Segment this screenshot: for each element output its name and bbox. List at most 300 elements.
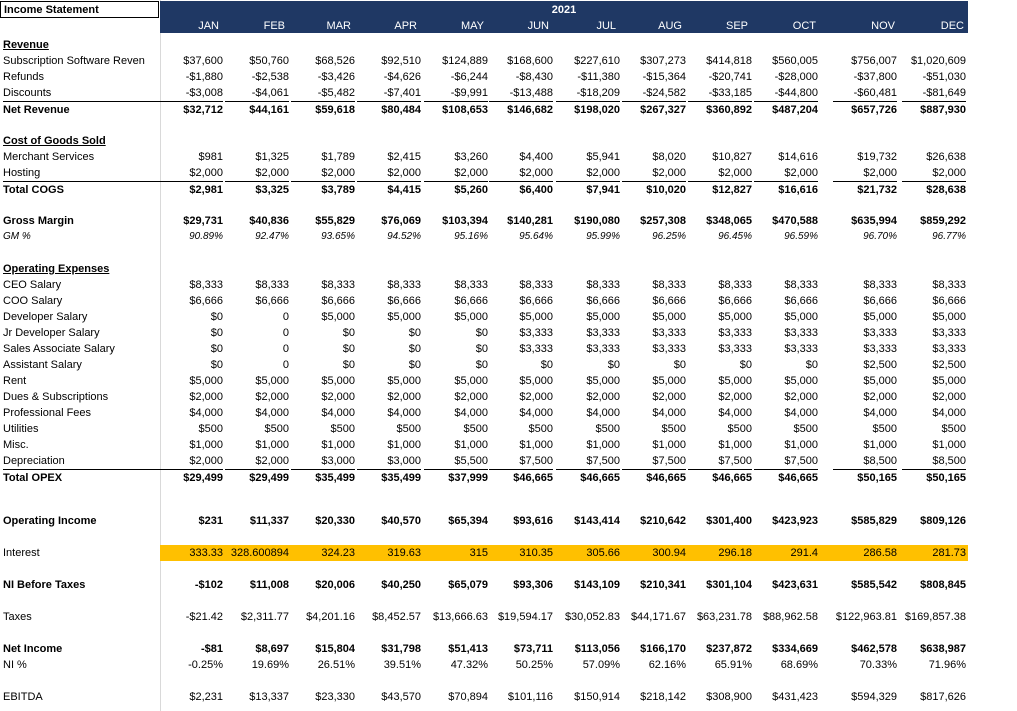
- value-cell[interactable]: $3,333: [652, 327, 686, 339]
- value-cell[interactable]: $8,333: [652, 279, 686, 291]
- value-cell[interactable]: $113,056: [574, 643, 620, 655]
- value-cell[interactable]: $6,666: [519, 295, 553, 307]
- value-cell[interactable]: -$33,185: [708, 87, 752, 99]
- row-label[interactable]: Misc.: [3, 439, 29, 451]
- value-cell[interactable]: $26,638: [926, 151, 966, 163]
- value-cell[interactable]: $4,201.16: [306, 611, 355, 623]
- value-cell[interactable]: $2,000: [652, 167, 686, 179]
- value-cell[interactable]: $103,394: [442, 215, 488, 227]
- value-cell[interactable]: -$18,209: [576, 87, 620, 99]
- value-cell[interactable]: $470,588: [772, 215, 818, 227]
- value-cell[interactable]: $500: [198, 423, 223, 435]
- value-cell[interactable]: $0: [673, 359, 686, 371]
- value-cell[interactable]: $585,542: [851, 579, 897, 591]
- month-header-oct[interactable]: OCT: [792, 20, 816, 32]
- value-cell[interactable]: $808,845: [920, 579, 966, 591]
- value-cell[interactable]: -0.25%: [188, 659, 223, 671]
- value-cell[interactable]: $2,000: [519, 391, 553, 403]
- value-cell[interactable]: $2,000: [784, 391, 818, 403]
- value-cell[interactable]: -$4,626: [383, 71, 421, 83]
- value-cell[interactable]: 286.58: [863, 547, 897, 559]
- month-header-nov[interactable]: NOV: [871, 20, 895, 32]
- value-cell[interactable]: $0: [342, 343, 355, 355]
- value-cell[interactable]: 92.47%: [255, 231, 289, 242]
- value-cell[interactable]: $30,052.83: [564, 611, 620, 623]
- value-cell[interactable]: $46,665: [489, 469, 553, 486]
- row-label[interactable]: Professional Fees: [3, 407, 92, 419]
- value-cell[interactable]: $143,109: [574, 579, 620, 591]
- value-cell[interactable]: 39.51%: [383, 659, 421, 671]
- value-cell[interactable]: 96.70%: [863, 231, 897, 242]
- row-label[interactable]: EBITDA: [3, 691, 43, 703]
- value-cell[interactable]: -$44,800: [774, 87, 818, 99]
- value-cell[interactable]: $8,333: [784, 279, 818, 291]
- value-cell[interactable]: 96.77%: [932, 231, 966, 242]
- row-label[interactable]: Revenue: [3, 39, 49, 51]
- value-cell[interactable]: $5,000: [718, 311, 752, 323]
- value-cell[interactable]: $3,333: [784, 327, 818, 339]
- value-cell[interactable]: $0: [475, 327, 488, 339]
- value-cell[interactable]: $7,500: [652, 455, 686, 467]
- value-cell[interactable]: $0: [342, 359, 355, 371]
- value-cell[interactable]: -$81: [200, 643, 223, 655]
- value-cell[interactable]: $5,000: [519, 375, 553, 387]
- value-cell[interactable]: $2,415: [387, 151, 421, 163]
- value-cell[interactable]: $4,000: [255, 407, 289, 419]
- row-label[interactable]: Sales Associate Salary: [3, 343, 115, 355]
- value-cell[interactable]: $4,000: [189, 407, 223, 419]
- value-cell[interactable]: $1,000: [586, 439, 620, 451]
- row-label[interactable]: Subscription Software Reven: [3, 55, 145, 67]
- value-cell[interactable]: $29,499: [159, 469, 223, 486]
- row-label[interactable]: CEO Salary: [3, 279, 62, 291]
- value-cell[interactable]: 93.65%: [321, 231, 355, 242]
- value-cell[interactable]: $2,311.77: [240, 611, 289, 623]
- value-cell[interactable]: $19,594.17: [497, 611, 553, 623]
- value-cell[interactable]: $198,020: [556, 101, 620, 118]
- value-cell[interactable]: $5,000: [519, 311, 553, 323]
- value-cell[interactable]: $6,400: [489, 181, 553, 198]
- value-cell[interactable]: $5,000: [586, 311, 620, 323]
- value-cell[interactable]: $423,631: [772, 579, 818, 591]
- row-label[interactable]: Hosting: [3, 167, 41, 179]
- value-cell[interactable]: $20,006: [315, 579, 355, 591]
- value-cell[interactable]: $44,171.67: [630, 611, 686, 623]
- value-cell[interactable]: $5,000: [387, 375, 421, 387]
- value-cell[interactable]: $0: [805, 359, 818, 371]
- value-cell[interactable]: $0: [607, 359, 620, 371]
- value-cell[interactable]: $28,638: [902, 181, 966, 198]
- value-cell[interactable]: $8,333: [189, 279, 223, 291]
- value-cell[interactable]: $43,570: [381, 691, 421, 703]
- value-cell[interactable]: $334,669: [772, 643, 818, 655]
- month-header-jan[interactable]: JAN: [198, 20, 219, 32]
- value-cell[interactable]: $6,666: [255, 295, 289, 307]
- row-label[interactable]: Assistant Salary: [3, 359, 82, 371]
- value-cell[interactable]: 71.96%: [928, 659, 966, 671]
- value-cell[interactable]: $8,333: [863, 279, 897, 291]
- value-cell[interactable]: $4,000: [586, 407, 620, 419]
- value-cell[interactable]: $5,500: [454, 455, 488, 467]
- value-cell[interactable]: $237,872: [706, 643, 752, 655]
- value-cell[interactable]: $4,000: [718, 407, 752, 419]
- month-header-apr[interactable]: APR: [394, 20, 417, 32]
- value-cell[interactable]: $8,333: [519, 279, 553, 291]
- value-cell[interactable]: $3,325: [225, 181, 289, 198]
- value-cell[interactable]: $3,333: [652, 343, 686, 355]
- value-cell[interactable]: $2,000: [718, 167, 752, 179]
- value-cell[interactable]: $2,000: [863, 391, 897, 403]
- value-cell[interactable]: 47.32%: [450, 659, 488, 671]
- value-cell[interactable]: $500: [396, 423, 421, 435]
- month-header-jun[interactable]: JUN: [527, 20, 549, 32]
- value-cell[interactable]: 281.73: [932, 547, 966, 559]
- value-cell[interactable]: $0: [210, 343, 223, 355]
- value-cell[interactable]: 300.94: [652, 547, 686, 559]
- value-cell[interactable]: $3,333: [932, 343, 966, 355]
- value-cell[interactable]: $68,526: [315, 55, 355, 67]
- value-cell[interactable]: $73,711: [513, 643, 553, 655]
- value-cell[interactable]: 0: [282, 327, 289, 339]
- value-cell[interactable]: $5,000: [454, 311, 488, 323]
- value-cell[interactable]: $16,616: [754, 181, 818, 198]
- value-cell[interactable]: $40,836: [249, 215, 289, 227]
- value-cell[interactable]: $210,341: [640, 579, 686, 591]
- value-cell[interactable]: $5,000: [652, 311, 686, 323]
- row-label[interactable]: Total COGS: [3, 181, 160, 198]
- value-cell[interactable]: $2,000: [189, 167, 223, 179]
- value-cell[interactable]: $0: [475, 343, 488, 355]
- value-cell[interactable]: $50,760: [249, 55, 289, 67]
- value-cell[interactable]: $168,600: [507, 55, 553, 67]
- value-cell[interactable]: $5,000: [586, 375, 620, 387]
- month-header-aug[interactable]: AUG: [658, 20, 682, 32]
- value-cell[interactable]: $657,726: [833, 101, 897, 118]
- value-cell[interactable]: $3,789: [291, 181, 355, 198]
- value-cell[interactable]: $1,000: [718, 439, 752, 451]
- sheet-title-cell[interactable]: Income Statement: [0, 1, 159, 18]
- month-header-mar[interactable]: MAR: [326, 20, 351, 32]
- value-cell[interactable]: $0: [739, 359, 752, 371]
- value-cell[interactable]: 96.59%: [784, 231, 818, 242]
- month-header-dec[interactable]: DEC: [940, 20, 964, 32]
- value-cell[interactable]: $143,414: [574, 515, 620, 527]
- value-cell[interactable]: $8,500: [932, 455, 966, 467]
- value-cell[interactable]: $5,000: [321, 311, 355, 323]
- value-cell[interactable]: 95.64%: [519, 231, 553, 242]
- value-cell[interactable]: $46,665: [556, 469, 620, 486]
- row-label[interactable]: NI %: [3, 659, 27, 671]
- month-header-jul[interactable]: JUL: [596, 20, 616, 32]
- value-cell[interactable]: -$60,481: [853, 87, 897, 99]
- value-cell[interactable]: -$24,582: [642, 87, 686, 99]
- value-cell[interactable]: 315: [469, 547, 488, 559]
- value-cell[interactable]: $3,333: [586, 343, 620, 355]
- value-cell[interactable]: $3,333: [932, 327, 966, 339]
- value-cell[interactable]: $301,400: [706, 515, 752, 527]
- value-cell[interactable]: 0: [282, 359, 289, 371]
- value-cell[interactable]: $5,000: [863, 311, 897, 323]
- value-cell[interactable]: $4,000: [321, 407, 355, 419]
- value-cell[interactable]: $146,682: [489, 101, 553, 118]
- value-cell[interactable]: $6,666: [652, 295, 686, 307]
- value-cell[interactable]: $500: [661, 423, 686, 435]
- value-cell[interactable]: $1,000: [519, 439, 553, 451]
- value-cell[interactable]: $2,981: [159, 181, 223, 198]
- value-cell[interactable]: -$102: [194, 579, 223, 591]
- value-cell[interactable]: $0: [210, 311, 223, 323]
- value-cell[interactable]: $8,333: [321, 279, 355, 291]
- value-cell[interactable]: $0: [408, 343, 421, 355]
- value-cell[interactable]: $93,616: [513, 515, 553, 527]
- row-label[interactable]: Gross Margin: [3, 215, 74, 227]
- value-cell[interactable]: $2,500: [932, 359, 966, 371]
- value-cell[interactable]: $4,000: [863, 407, 897, 419]
- value-cell[interactable]: $108,653: [424, 101, 488, 118]
- value-cell[interactable]: -$11,380: [577, 71, 620, 83]
- value-cell[interactable]: 310.35: [519, 547, 553, 559]
- value-cell[interactable]: $560,005: [772, 55, 818, 67]
- value-cell[interactable]: $3,333: [519, 343, 553, 355]
- value-cell[interactable]: $5,941: [586, 151, 620, 163]
- value-cell[interactable]: -$5,482: [317, 87, 355, 99]
- value-cell[interactable]: $5,000: [454, 375, 488, 387]
- value-cell[interactable]: $1,000: [652, 439, 686, 451]
- value-cell[interactable]: $2,000: [387, 167, 421, 179]
- value-cell[interactable]: $3,333: [586, 327, 620, 339]
- value-cell[interactable]: $150,914: [574, 691, 620, 703]
- row-label[interactable]: GM %: [3, 231, 31, 242]
- value-cell[interactable]: $1,000: [863, 439, 897, 451]
- row-label[interactable]: COO Salary: [3, 295, 63, 307]
- value-cell[interactable]: $7,500: [519, 455, 553, 467]
- row-label[interactable]: Operating Income: [3, 515, 97, 527]
- value-cell[interactable]: $40,250: [381, 579, 421, 591]
- value-cell[interactable]: 57.09%: [582, 659, 620, 671]
- value-cell[interactable]: -$6,244: [450, 71, 488, 83]
- value-cell[interactable]: $4,000: [519, 407, 553, 419]
- value-cell[interactable]: $10,827: [712, 151, 752, 163]
- value-cell[interactable]: -$21.42: [185, 611, 223, 623]
- value-cell[interactable]: $500: [941, 423, 966, 435]
- value-cell[interactable]: $1,020,609: [910, 55, 966, 67]
- value-cell[interactable]: $2,000: [321, 167, 355, 179]
- value-cell[interactable]: $19,732: [857, 151, 897, 163]
- value-cell[interactable]: $1,000: [189, 439, 223, 451]
- value-cell[interactable]: $5,000: [255, 375, 289, 387]
- value-cell[interactable]: $50,165: [902, 469, 966, 486]
- value-cell[interactable]: $6,666: [784, 295, 818, 307]
- value-cell[interactable]: $210,642: [640, 515, 686, 527]
- value-cell[interactable]: $6,666: [189, 295, 223, 307]
- value-cell[interactable]: $0: [210, 327, 223, 339]
- value-cell[interactable]: $31,798: [381, 643, 421, 655]
- value-cell[interactable]: $431,423: [772, 691, 818, 703]
- value-cell[interactable]: $80,484: [357, 101, 421, 118]
- value-cell[interactable]: $809,126: [920, 515, 966, 527]
- value-cell[interactable]: $7,500: [784, 455, 818, 467]
- value-cell[interactable]: $2,000: [387, 391, 421, 403]
- value-cell[interactable]: $635,994: [851, 215, 897, 227]
- value-cell[interactable]: 90.89%: [189, 231, 223, 242]
- value-cell[interactable]: $2,000: [718, 391, 752, 403]
- value-cell[interactable]: -$4,061: [251, 87, 289, 99]
- value-cell[interactable]: $8,333: [586, 279, 620, 291]
- value-cell[interactable]: $423,923: [772, 515, 818, 527]
- value-cell[interactable]: $887,930: [902, 101, 966, 118]
- value-cell[interactable]: $1,000: [321, 439, 355, 451]
- row-label[interactable]: Jr Developer Salary: [3, 327, 100, 339]
- value-cell[interactable]: $859,292: [920, 215, 966, 227]
- value-cell[interactable]: $190,080: [574, 215, 620, 227]
- value-cell[interactable]: $1,000: [255, 439, 289, 451]
- value-cell[interactable]: $35,499: [357, 469, 421, 486]
- row-label[interactable]: Developer Salary: [3, 311, 88, 323]
- value-cell[interactable]: $817,626: [920, 691, 966, 703]
- value-cell[interactable]: 96.25%: [652, 231, 686, 242]
- value-cell[interactable]: $267,327: [622, 101, 686, 118]
- value-cell[interactable]: $46,665: [754, 469, 818, 486]
- value-cell[interactable]: $594,329: [851, 691, 897, 703]
- value-cell[interactable]: 95.99%: [586, 231, 620, 242]
- value-cell[interactable]: $500: [595, 423, 620, 435]
- value-cell[interactable]: $76,069: [381, 215, 421, 227]
- value-cell[interactable]: $6,666: [586, 295, 620, 307]
- value-cell[interactable]: $2,000: [454, 391, 488, 403]
- value-cell[interactable]: -$9,991: [450, 87, 488, 99]
- row-label[interactable]: Refunds: [3, 71, 44, 83]
- value-cell[interactable]: -$3,008: [185, 87, 223, 99]
- value-cell[interactable]: $7,941: [556, 181, 620, 198]
- value-cell[interactable]: $8,333: [387, 279, 421, 291]
- row-label[interactable]: Net Income: [3, 643, 63, 655]
- value-cell[interactable]: $8,333: [255, 279, 289, 291]
- value-cell[interactable]: $348,065: [706, 215, 752, 227]
- value-cell[interactable]: $6,666: [718, 295, 752, 307]
- value-cell[interactable]: $5,000: [718, 375, 752, 387]
- value-cell[interactable]: $1,325: [255, 151, 289, 163]
- value-cell[interactable]: $2,500: [863, 359, 897, 371]
- value-cell[interactable]: $500: [872, 423, 897, 435]
- value-cell[interactable]: $7,500: [718, 455, 752, 467]
- value-cell[interactable]: $8,020: [652, 151, 686, 163]
- value-cell[interactable]: $14,616: [778, 151, 818, 163]
- value-cell[interactable]: $2,000: [454, 167, 488, 179]
- value-cell[interactable]: $2,000: [189, 391, 223, 403]
- value-cell[interactable]: $3,333: [718, 327, 752, 339]
- value-cell[interactable]: $3,333: [863, 327, 897, 339]
- value-cell[interactable]: $2,000: [321, 391, 355, 403]
- value-cell[interactable]: $500: [264, 423, 289, 435]
- value-cell[interactable]: -$28,000: [774, 71, 818, 83]
- value-cell[interactable]: 296.18: [718, 547, 752, 559]
- value-cell[interactable]: -$20,741: [708, 71, 752, 83]
- value-cell[interactable]: $0: [408, 359, 421, 371]
- value-cell[interactable]: $1,000: [932, 439, 966, 451]
- value-cell[interactable]: 65.91%: [714, 659, 752, 671]
- value-cell[interactable]: $1,789: [321, 151, 355, 163]
- value-cell[interactable]: $500: [528, 423, 553, 435]
- value-cell[interactable]: $65,079: [448, 579, 488, 591]
- value-cell[interactable]: $2,000: [652, 391, 686, 403]
- value-cell[interactable]: $8,333: [932, 279, 966, 291]
- value-cell[interactable]: $92,510: [381, 55, 421, 67]
- value-cell[interactable]: $35,499: [291, 469, 355, 486]
- row-label[interactable]: NI Before Taxes: [3, 579, 86, 591]
- month-header-may[interactable]: MAY: [460, 20, 484, 32]
- value-cell[interactable]: $638,987: [920, 643, 966, 655]
- value-cell[interactable]: $10,020: [622, 181, 686, 198]
- value-cell[interactable]: $500: [330, 423, 355, 435]
- value-cell[interactable]: $44,161: [225, 101, 289, 118]
- value-cell[interactable]: $3,260: [454, 151, 488, 163]
- value-cell[interactable]: $257,308: [640, 215, 686, 227]
- value-cell[interactable]: $1,000: [784, 439, 818, 451]
- value-cell[interactable]: $4,000: [784, 407, 818, 419]
- value-cell[interactable]: -$1,880: [185, 71, 223, 83]
- value-cell[interactable]: $4,400: [519, 151, 553, 163]
- value-cell[interactable]: $0: [475, 359, 488, 371]
- value-cell[interactable]: $37,600: [183, 55, 223, 67]
- value-cell[interactable]: 328.600894: [230, 547, 289, 559]
- value-cell[interactable]: $8,452.57: [372, 611, 421, 623]
- value-cell[interactable]: $40,570: [381, 515, 421, 527]
- value-cell[interactable]: $2,000: [255, 167, 289, 179]
- value-cell[interactable]: $500: [727, 423, 752, 435]
- value-cell[interactable]: $500: [463, 423, 488, 435]
- value-cell[interactable]: 0: [282, 343, 289, 355]
- value-cell[interactable]: $227,610: [574, 55, 620, 67]
- value-cell[interactable]: $1,000: [387, 439, 421, 451]
- value-cell[interactable]: $218,142: [640, 691, 686, 703]
- value-cell[interactable]: 19.69%: [251, 659, 289, 671]
- value-cell[interactable]: $51,413: [448, 643, 488, 655]
- value-cell[interactable]: $2,000: [932, 391, 966, 403]
- value-cell[interactable]: $308,900: [706, 691, 752, 703]
- value-cell[interactable]: $5,260: [424, 181, 488, 198]
- value-cell[interactable]: $2,231: [189, 691, 223, 703]
- value-cell[interactable]: $11,337: [249, 515, 289, 527]
- row-label[interactable]: Depreciation: [3, 455, 65, 467]
- value-cell[interactable]: $5,000: [189, 375, 223, 387]
- month-header-feb[interactable]: FEB: [263, 20, 285, 32]
- value-cell[interactable]: -$3,426: [317, 71, 355, 83]
- value-cell[interactable]: $5,000: [321, 375, 355, 387]
- value-cell[interactable]: $4,415: [357, 181, 421, 198]
- value-cell[interactable]: $6,666: [321, 295, 355, 307]
- value-cell[interactable]: $50,165: [833, 469, 897, 486]
- value-cell[interactable]: $500: [793, 423, 818, 435]
- value-cell[interactable]: 26.51%: [317, 659, 355, 671]
- value-cell[interactable]: $23,330: [315, 691, 355, 703]
- value-cell[interactable]: $756,007: [851, 55, 897, 67]
- value-cell[interactable]: $6,666: [454, 295, 488, 307]
- value-cell[interactable]: $2,000: [586, 167, 620, 179]
- value-cell[interactable]: $169,857.38: [904, 611, 966, 623]
- value-cell[interactable]: $4,000: [932, 407, 966, 419]
- value-cell[interactable]: $3,333: [863, 343, 897, 355]
- value-cell[interactable]: $13,666.63: [432, 611, 488, 623]
- value-cell[interactable]: $1,000: [454, 439, 488, 451]
- value-cell[interactable]: $5,000: [863, 375, 897, 387]
- value-cell[interactable]: 333.33: [189, 547, 223, 559]
- value-cell[interactable]: $231: [198, 515, 223, 527]
- value-cell[interactable]: $487,204: [754, 101, 818, 118]
- value-cell[interactable]: $2,000: [586, 391, 620, 403]
- value-cell[interactable]: $307,273: [640, 55, 686, 67]
- value-cell[interactable]: $59,618: [291, 101, 355, 118]
- value-cell[interactable]: -$37,800: [853, 71, 897, 83]
